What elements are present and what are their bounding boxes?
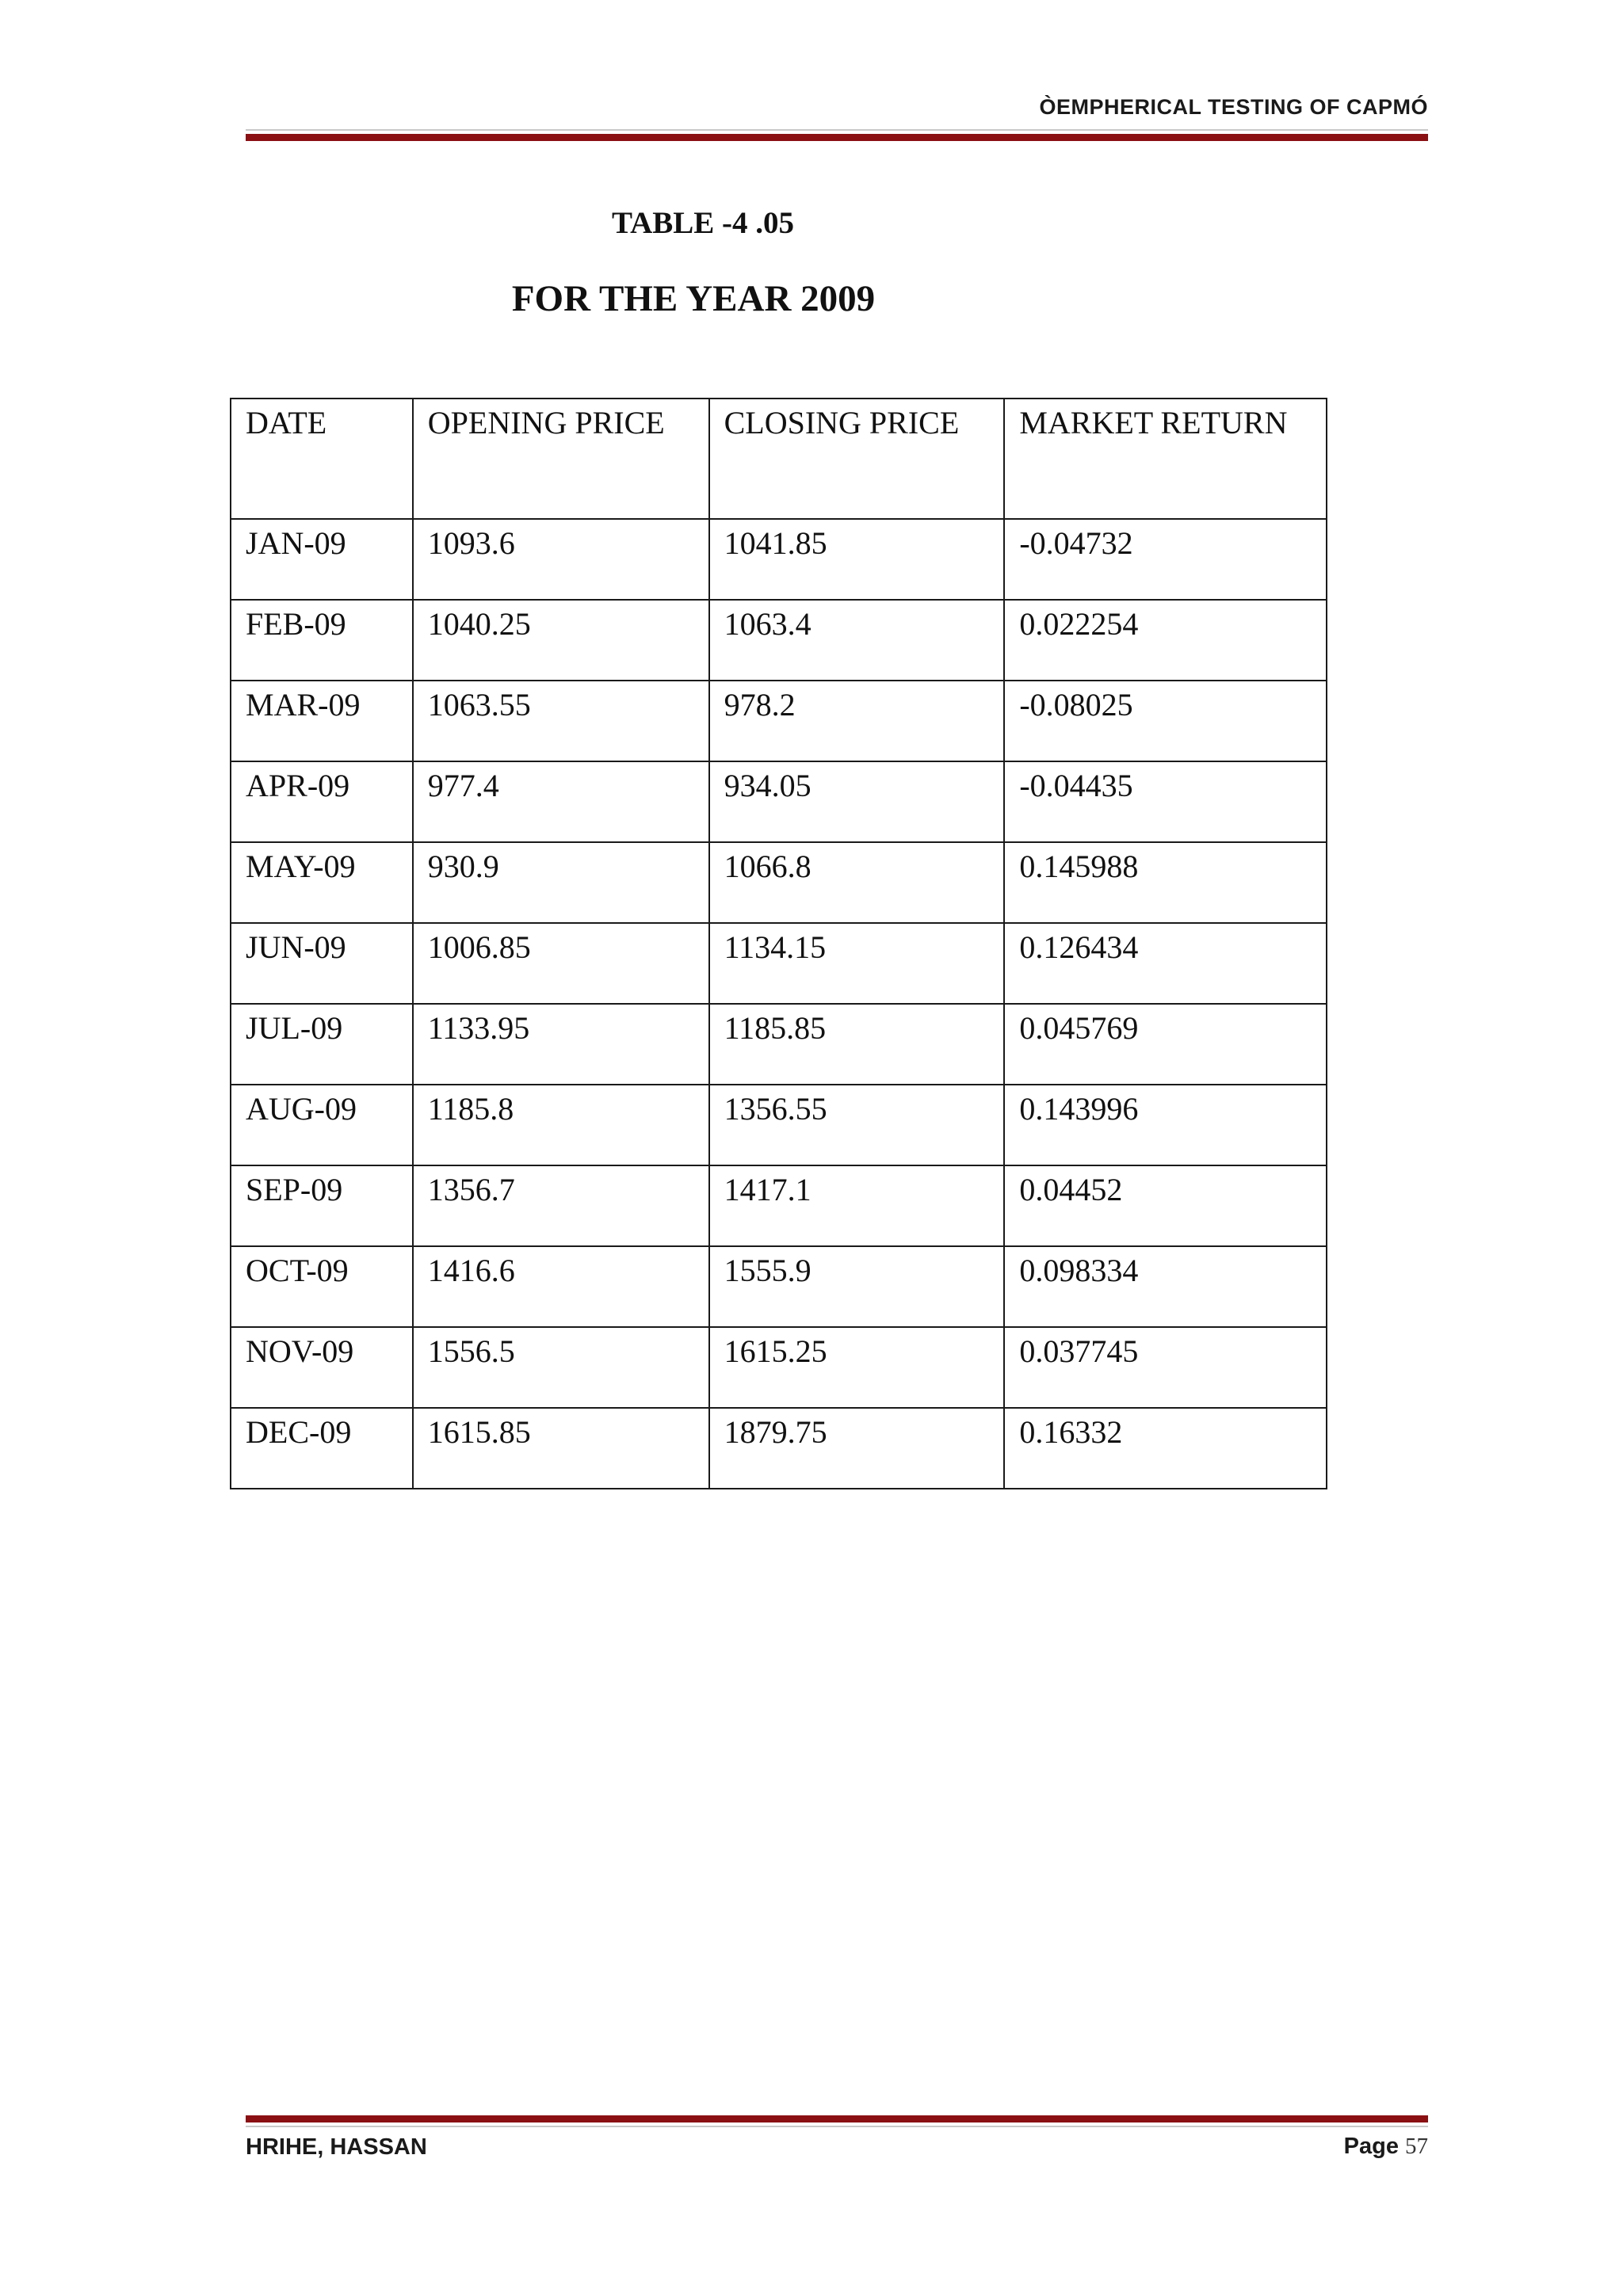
cell-closing-price: 934.05 bbox=[709, 761, 1005, 842]
table-row bbox=[231, 1004, 1327, 1085]
cell-closing-price: 1134.15 bbox=[709, 923, 1005, 1004]
cell-opening-price: 1093.6 bbox=[413, 519, 709, 600]
column-header-opening-price: OPENING PRICE bbox=[413, 399, 709, 519]
footer-accent-rule bbox=[246, 2115, 1428, 2122]
cell-date: MAR-09 bbox=[231, 681, 413, 761]
table-row bbox=[231, 1165, 1327, 1246]
header-thin-rule bbox=[246, 129, 1428, 131]
table-row bbox=[231, 1246, 1327, 1327]
table-row bbox=[231, 842, 1327, 923]
cell-date: JAN-09 bbox=[231, 519, 413, 600]
table-header-row bbox=[231, 399, 1327, 519]
table-row bbox=[231, 1085, 1327, 1165]
running-header-title: ÒEMPHERICAL TESTING OF CAPMÓ bbox=[1039, 95, 1428, 119]
cell-date: JUN-09 bbox=[231, 923, 413, 1004]
cell-date: SEP-09 bbox=[231, 1165, 413, 1246]
header-accent-rule bbox=[246, 134, 1428, 141]
cell-closing-price: 1185.85 bbox=[709, 1004, 1005, 1085]
cell-market-return: 0.04452 bbox=[1004, 1165, 1327, 1246]
cell-opening-price: 930.9 bbox=[413, 842, 709, 923]
cell-closing-price: 1615.25 bbox=[709, 1327, 1005, 1408]
cell-opening-price: 977.4 bbox=[413, 761, 709, 842]
cell-market-return: 0.145988 bbox=[1004, 842, 1327, 923]
table-row bbox=[231, 1327, 1327, 1408]
cell-opening-price: 1185.8 bbox=[413, 1085, 709, 1165]
cell-market-return: 0.045769 bbox=[1004, 1004, 1327, 1085]
cell-market-return: 0.126434 bbox=[1004, 923, 1327, 1004]
table-number: TABLE -4 .05 bbox=[611, 206, 795, 240]
cell-market-return: -0.08025 bbox=[1004, 681, 1327, 761]
cell-closing-price: 1063.4 bbox=[709, 600, 1005, 681]
cell-closing-price: 1356.55 bbox=[709, 1085, 1005, 1165]
table-row bbox=[231, 761, 1327, 842]
column-header-closing-price: CLOSING PRICE bbox=[709, 399, 1005, 519]
cell-date: OCT-09 bbox=[231, 1246, 413, 1327]
cell-closing-price: 978.2 bbox=[709, 681, 1005, 761]
cell-market-return: 0.037745 bbox=[1004, 1327, 1327, 1408]
cell-closing-price: 1555.9 bbox=[709, 1246, 1005, 1327]
table-row bbox=[231, 600, 1327, 681]
table-row bbox=[231, 519, 1327, 600]
footer-page-indicator bbox=[1344, 2134, 1428, 2160]
cell-opening-price: 1416.6 bbox=[413, 1246, 709, 1327]
cell-closing-price: 1041.85 bbox=[709, 519, 1005, 600]
cell-market-return: -0.04732 bbox=[1004, 519, 1327, 600]
cell-closing-price: 1066.8 bbox=[709, 842, 1005, 923]
cell-market-return: 0.16332 bbox=[1004, 1408, 1327, 1489]
cell-date: FEB-09 bbox=[231, 600, 413, 681]
cell-closing-price: 1417.1 bbox=[709, 1165, 1005, 1246]
cell-date: DEC-09 bbox=[231, 1408, 413, 1489]
column-header-market-return: MARKET RETURN bbox=[1004, 399, 1327, 519]
table-row bbox=[231, 923, 1327, 1004]
cell-opening-price: 1040.25 bbox=[413, 600, 709, 681]
cell-date: JUL-09 bbox=[231, 1004, 413, 1085]
cell-date: AUG-09 bbox=[231, 1085, 413, 1165]
cell-opening-price: 1133.95 bbox=[413, 1004, 709, 1085]
market-return-table bbox=[230, 398, 1327, 1489]
table-row bbox=[231, 681, 1327, 761]
footer-thin-rule bbox=[246, 2126, 1428, 2127]
cell-date: MAY-09 bbox=[231, 842, 413, 923]
footer-page-number: 57 bbox=[1405, 2134, 1428, 2159]
cell-market-return: -0.04435 bbox=[1004, 761, 1327, 842]
footer-page-label: Page bbox=[1343, 2134, 1399, 2159]
cell-opening-price: 1615.85 bbox=[413, 1408, 709, 1489]
column-header-date: DATE bbox=[231, 399, 413, 519]
cell-closing-price: 1879.75 bbox=[709, 1408, 1005, 1489]
cell-opening-price: 1006.85 bbox=[413, 923, 709, 1004]
cell-market-return: 0.143996 bbox=[1004, 1085, 1327, 1165]
cell-market-return: 0.098334 bbox=[1004, 1246, 1327, 1327]
footer-author: HRIHE, HASSAN bbox=[246, 2134, 427, 2160]
cell-date: APR-09 bbox=[231, 761, 413, 842]
cell-date: NOV-09 bbox=[231, 1327, 413, 1408]
cell-opening-price: 1556.5 bbox=[413, 1327, 709, 1408]
table-row bbox=[231, 1408, 1327, 1489]
table-caption: FOR THE YEAR 2009 bbox=[511, 278, 876, 319]
cell-opening-price: 1063.55 bbox=[413, 681, 709, 761]
cell-opening-price: 1356.7 bbox=[413, 1165, 709, 1246]
cell-market-return: 0.022254 bbox=[1004, 600, 1327, 681]
